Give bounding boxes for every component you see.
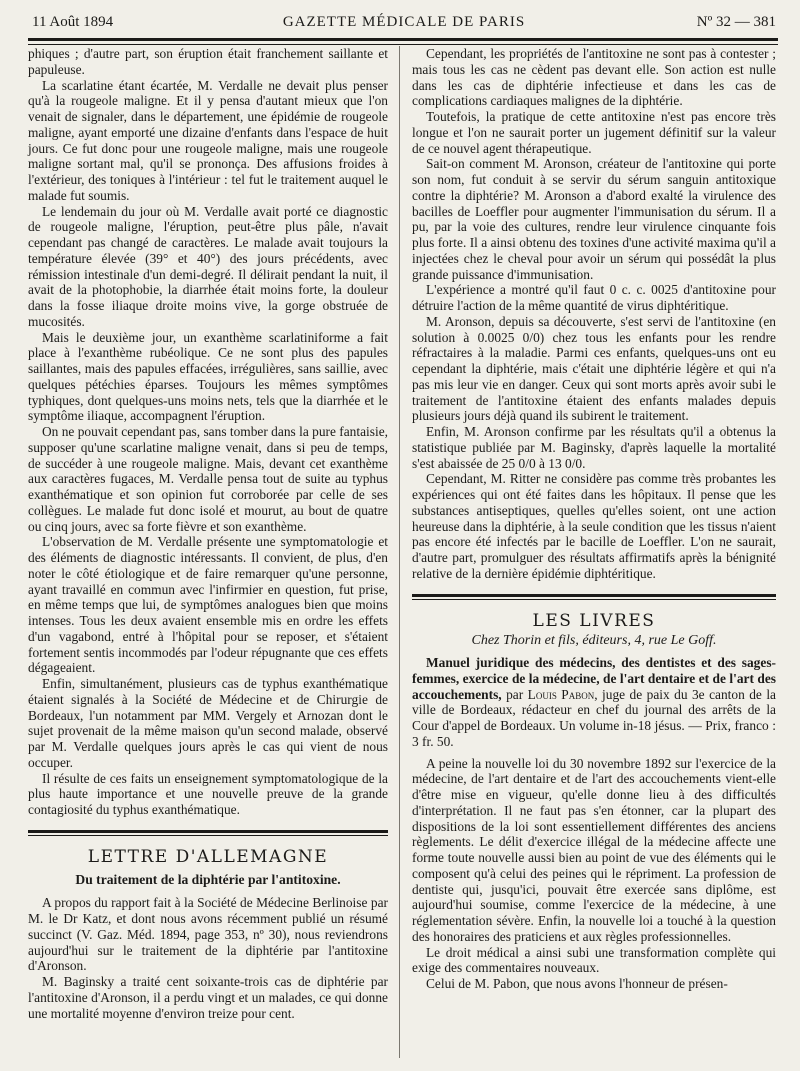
book-title: Manuel juridique des médecins, des dentistes et des sages-femmes, exercice de la médecine, de l'art dentaire et de l'art des accouchements, [412,655,776,702]
section-rule [28,830,388,836]
paragraph: Le lendemain du jour où M. Verdalle avait porté ce diagnostic de rougeole maligne, l'éruption, peut-être plus pâle, n'avait cependant pas changé de caractères. Le malade avait toujours la température élevée (39° et 40°) des jours précédents, avec rémission intestinale d'un demi-degré. Il délirait pendant la nuit, il avait de la photophobie, la diarrhée était moins forte, la douleur dans la fosse iliaque droite moins vive, la gorge obstruée de mucosités. [28,203,388,329]
right-column [412,46,776,992]
book-entry [412,655,776,750]
paragraph: Enfin, simultanément, plusieurs cas de typhus exanthématique étaient signalés à la Société de Médecine et de Chirurgie de Bordeaux, l'un notamment par MM. Vergely et Arnozan dont le sujet provenait de la même maison qu'un second malade, observé par M. Verdalle quelques jours après le cas qui vient de nous occuper. [28,676,388,770]
page-header [32,10,776,34]
paragraph: La scarlatine étant écartée, M. Verdalle ne devait plus penser qu'à la rougeole maligne. Et il y pensa d'autant mieux que l'on venait de signaler, dans le département, une épidémie de rougeole maligne, ayant emporté une dizaine d'enfants dans l'espace de huit jours. Ce fut donc pour une rougeole maligne, mais une rougeole maligne sortant mal, qu'il se prononça. Des affusions froides à l'extérieur, des toniques à l'intérieur : tel fut le traitement auquel le malade fut soumis. [28,77,388,203]
paragraph: A propos du rapport fait à la Société de Médecine Berlinoise par M. le Dr Katz, et dont nous avons récemment publié un résumé succinct (V. Gaz. Méd. 1894, page 353, nº 30), nous reviendrons aujourd'hui sur le traitement de la diphtérie par l'antitoxine d'Aronson. [28,895,388,974]
section-title-lettre-allemagne: LETTRE D'ALLEMAGNE [87,846,329,867]
paragraph: Sait-on comment M. Aronson, créateur de l'antitoxine qui porte son nom, fut conduit à se servir du sérum sanguin antitoxique contre la diphtérie? M. Aronson a d'abord exalté la virulence des bacilles de Loeffler pour augmenter l'immunisation du sérum. Il a pu, par la voie des cultures, rendre leur virulence cinquante fois plus forte. Il a ainsi obtenu des toxines d'une activité maxima qu'il a injectées chez le cheval pour avoir un sérum qui possédât la plus grande puissance d'immunisation. [412,156,776,282]
paragraph: L'observation de M. Verdalle présente une symptomatologie et des éléments de diagnostic intéressants. Il convient, de plus, d'en noter le côté étiologique et de faire remarquer qu'une personne, ayant travaillé en commun avec l'infirmier en question, fut prise, en même temps que lui, de symptômes analogues bien que moins intenses. Tous les deux avaient ensemble mis en ordre les effets d'un vagabond, entré à l'hôpital pour se reposer, et s'étaient fortement sentis incommodés par l'odeur répugnante que ces effets dégageaient. [28,534,388,676]
section-title-les-livres: LES LIVRES [532,610,656,631]
paragraph: Le droit médical a ainsi subi une transformation complète qui exige des commentaires nouveaux. [412,944,776,976]
book-author: Louis Pabon [527,686,595,702]
left-column [28,46,388,1021]
header-date: 11 Août 1894 [32,14,114,30]
section-subtitle: Du traitement de la diphtérie par l'antitoxine. [75,871,341,887]
paragraph: M. Baginsky a traité cent soixante-trois cas de diphtérie par l'antitoxine d'Aronson, il a perdu vingt et un malades, ce qui donne une mortalité moyenne d'environ treize pour cent. [28,974,388,1021]
paragraph: Celui de M. Pabon, que nous avons l'honneur de présen- [426,976,728,991]
paragraph: phiques ; d'autre part, son éruption était franchement saillante et papuleuse. [28,46,388,77]
paragraph: Enfin, M. Aronson confirme par les résultats qu'il a obtenus la statistique publiée par M. Baginsky, d'après laquelle la mortalité s'est abaissée de 25 0/0 à 13 0/0. [412,424,776,471]
paragraph: Il résulte de ces faits un enseignement symptomatologique de la plus haute importance et une nouvelle preuve de la grande contagiosité du typhus exanthématique. [28,770,388,817]
publisher-line: Chez Thorin et fils, éditeurs, 4, rue Le Goff. [471,633,717,649]
column-divider [399,46,400,1058]
paragraph: Toutefois, la pratique de cette antitoxine n'est pas encore très longue et l'on ne saurait porter un jugement définitif sur la valeur de ce nouvel agent thérapeutique. [412,109,776,156]
paragraph: L'expérience a montré qu'il faut 0 c. c. 0025 d'antitoxine pour détruire l'action de la même quantité de virus diphtéritique. [412,282,776,313]
book-details: , juge de paix du 3e canton de la ville de Bordeaux, rédacteur en chef du journal des arrêts de la Cour d'appel de Bordeaux. Un volume in-18 jésus. — Prix, franco : 3 fr. 50. [412,686,776,749]
section-rule [412,594,776,600]
paragraph: Cependant, M. Ritter ne considère pas comme très probantes les expériences qui ont été faites dans les hôpitaux. Il pense que les substances antiseptiques, quelles qu'elles soient, ont une action heureuse dans la diphtérie, à la seule condition que les tissus n'aient pas encore été infectés par le bacille de Loeffler. L'on ne saurait, d'autre part, promulguer des résultats affirmatifs après la bénignité relative de la dernière épidémie diphtéritique. [412,471,776,581]
paragraph: Mais le deuxième jour, un exanthème scarlatiniforme a fait place à l'exanthème rubéolique. Ce ne sont plus des papules saillantes, mais des papules effacées, irrégulières, sans saillie, avec quelques pétéchies éparses. Toujours les mêmes symptômes typhiques, dont quelques-uns moins nets, tels que la diarrhée et le symptôme iliaque, accompagnent l'éruption. [28,329,388,424]
journal-title: GAZETTE MÉDICALE DE PARIS [282,14,526,30]
paragraph: On ne pouvait cependant pas, sans tomber dans la pure fantaisie, supposer qu'une scarlatine maligne venait, dans si peu de temps, de succéder à une rougeole maligne. Mais, devant cet exanthème aux caractères fugaces, M. Verdalle pensa tout de suite au typhus exanthématique et son opinion fut corroborée par celle de ses collègues. Le malade fut donc isolé et mourut, au bout de quatre ou cinq jours, avec sa forte fièvre et son exanthème. [28,424,388,534]
paragraph: A peine la nouvelle loi du 30 novembre 1892 sur l'exercice de la médecine, de l'art dentaire et de l'art des accouchements vient-elle d'être mise en vigueur, qu'elle donne lieu à des difficultés d'interprétation. Il ne faut pas s'en étonner, car la plupart des dispositions de la loi sont essentiellement différentes des anciens règlements. Le délit d'exercice illégal de la médecine affecte une forme toute nouvelle aussi bien au point de vue des éléments qui le composent qu'à celui des peines qui le répriment. La profession de dentiste qui, jusqu'ici, pouvait être exercée sans diplôme, est aujourd'hui soumise, comme l'exercice de la médecine, à une réglementation sévère. Enfin, la nouvelle loi a touché à la question des honoraires des praticiens et aux règles professionnelles. [412,755,776,944]
issue-page-number: Nº 32 — 381 [696,14,776,30]
book-author-prefix: par [506,686,524,702]
header-rule [28,38,778,45]
paragraph: M. Aronson, depuis sa découverte, s'est servi de l'antitoxine (en solution à 0.0025 0/0) chez tous les enfants pour les rendre réfractaires à la maladie. Parmi ces enfants, quelques-uns ont eu cependant la diphtérie, mais c'était une diphtérie légère et qui n'a pas mis leur vie en danger. Ceux qui sont morts après avoir subi le traitement de l'antitoxine étaient des enfants malades depuis plusieurs jours déjà quand ils subirent le traitement. [412,313,776,424]
paragraph: Cependant, les propriétés de l'antitoxine ne sont pas à contester ; mais tous les cas ne cèdent pas devant elle. Son action est nulle dans les cas de diphtérie infectieuse et dans les cas de complications cardiaques malignes de la diphtérie. [412,46,776,109]
